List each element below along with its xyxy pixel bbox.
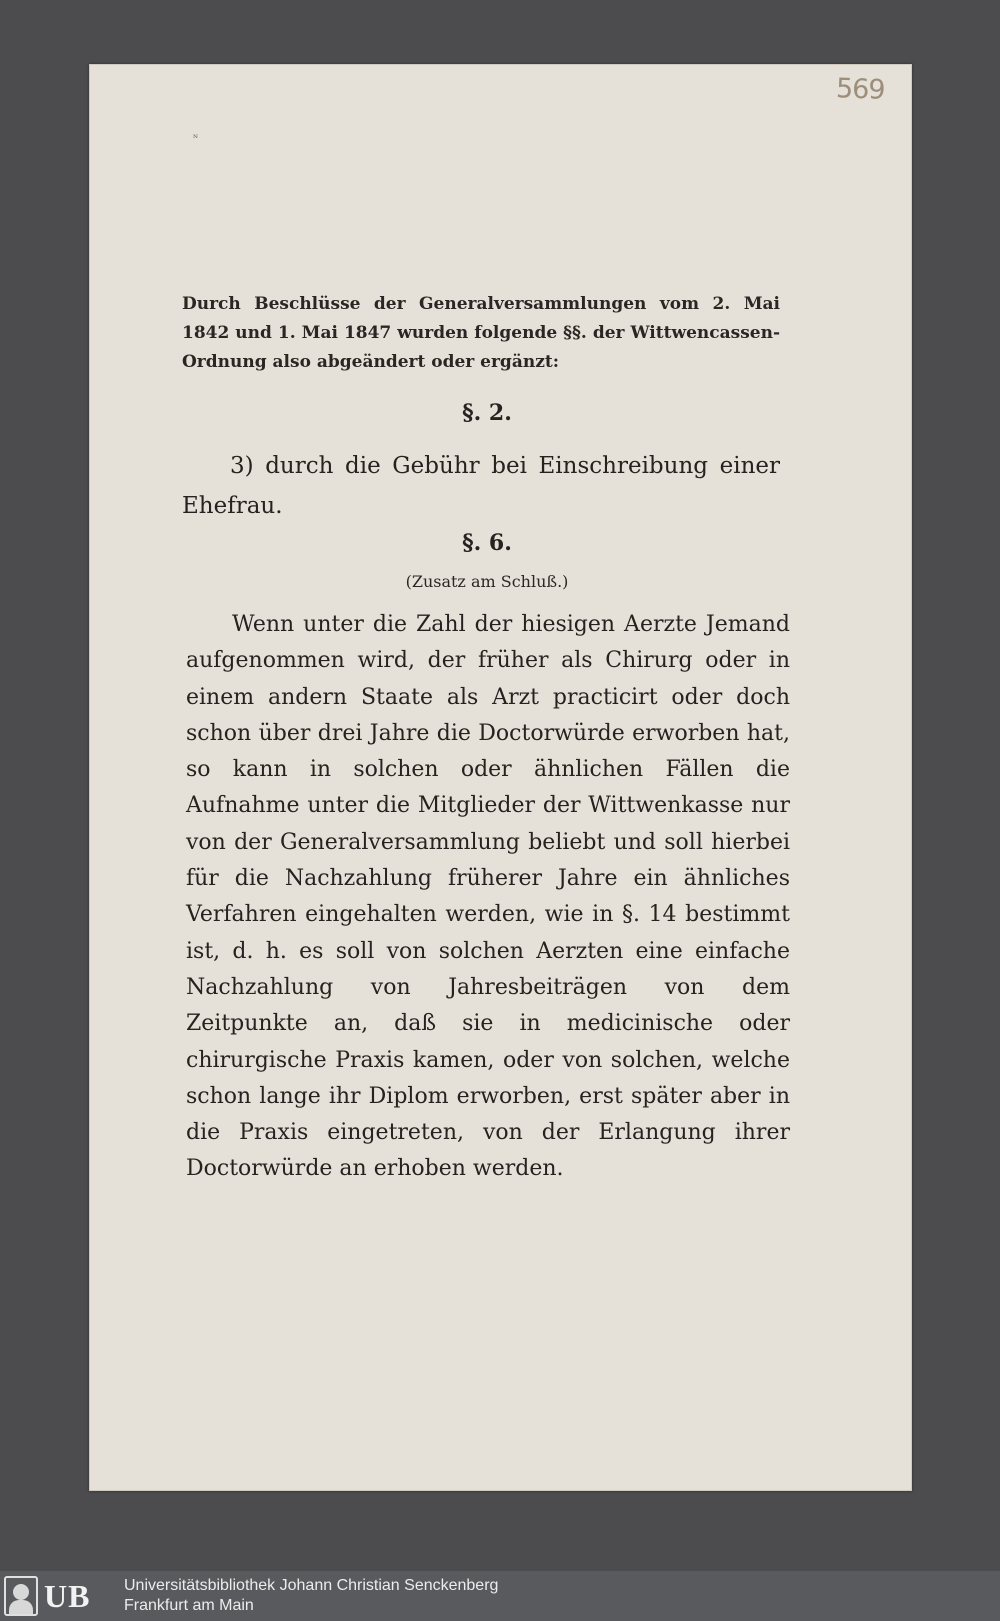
section-6-heading: §. 6. — [462, 530, 512, 556]
intro-paragraph: Durch Beschlüsse der Generalversammlungen vom 2. Mai 1842 und 1. Mai 1847 wurden folgende §§. der Wittwencassen-Ordnung also abgeändert oder ergänzt: — [182, 294, 780, 372]
corner-mark: ᴺ — [193, 134, 198, 144]
library-footer — [0, 1571, 1000, 1621]
ub-logo[interactable] — [4, 1575, 114, 1617]
library-emblem-icon — [4, 1576, 38, 1616]
library-name: Universitätsbibliothek Johann Christian Senckenberg — [124, 1577, 499, 1594]
section-6-text: Wenn unter die Zahl der hiesigen Aerzte Jemand aufgenommen wird, der früher als Chirurg oder in einem andern Staate als Arzt practicirt oder doch schon über drei Jahre die Doctorwürde erworben hat, so kann in solchen oder ähnlichen Fällen die Aufnahme unter die Mitglieder der Wittwenkasse nur von der Generalversammlung beliebt und soll hierbei für die Nachzahlung früherer Jahre ein ähnliches Verfahren eingehalten werden, wie in §. 14 bestimmt ist, d. h. es soll von solchen Aerzten eine einfache Nachzahlung von Jahresbeiträgen von dem Zeitpunkte an, daß sie in medicinische oder chirurgische Praxis kamen, oder von solchen, welche schon lange ihr Diplom erworben, erst später aber in die Praxis eingetreten, von der Erlangung ihrer Doctorwürde an erhoben werden. — [186, 612, 790, 1182]
section-2-heading: §. 2. — [462, 400, 512, 426]
section-2-text: 3) durch die Gebühr bei Einschreibung einer Ehefrau. — [182, 453, 780, 519]
archive-number: 569 — [835, 73, 886, 106]
section-6-note: (Zusatz am Schluß.) — [405, 572, 569, 591]
ub-logo-text: UB — [44, 1577, 91, 1614]
library-city: Frankfurt am Main — [124, 1597, 254, 1614]
